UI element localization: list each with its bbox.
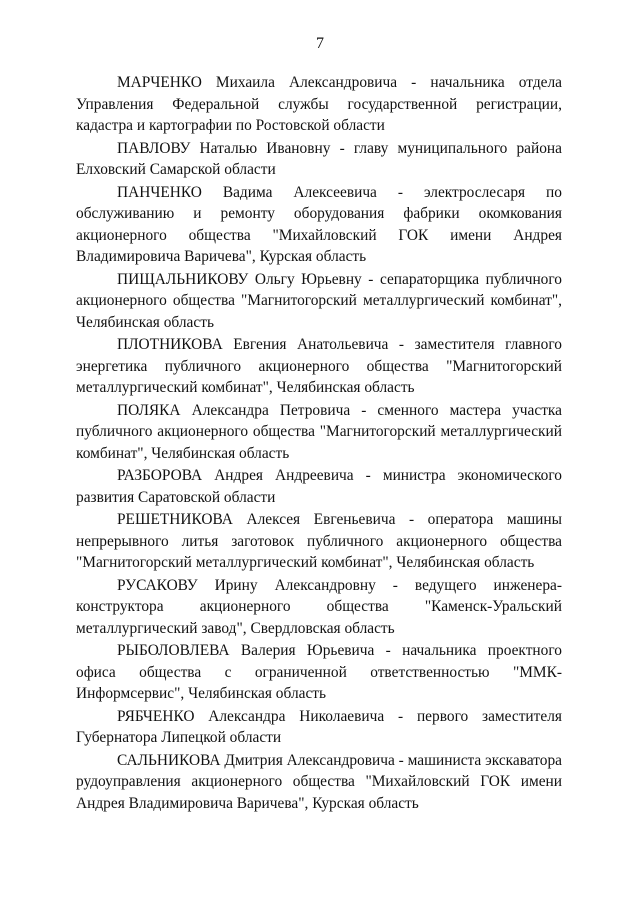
- list-item: РЕШЕТНИКОВА Алексея Евгеньевича - оператора машины непрерывного литья заготовок публичного акционерного общества "Магнитогорский металлургический комбинат", Челябинская область: [76, 511, 562, 571]
- list-item: РЫБОЛОВЛЕВА Валерия Юрьевича - начальника проектного офиса общества с ограниченной ответственностью "ММК-Информсервис", Челябинская область: [76, 642, 562, 702]
- list-item: РЯБЧЕНКО Александра Николаевича - первого заместителя Губернатора Липецкой области: [76, 707, 562, 746]
- list-item: РАЗБОРОВА Андрея Андреевича - министра экономического развития Саратовской области: [76, 467, 562, 506]
- list-item: ПИЩАЛЬНИКОВУ Ольгу Юрьевну - сепараторщика публичного акционерного общества "Магнитогорский металлургический комбинат", Челябинская область: [76, 270, 562, 331]
- list-item: ПАВЛОВУ Наталью Ивановну - главу муниципального района Елховский Самарской области: [76, 139, 562, 178]
- award-list: [76, 72, 562, 814]
- page-number: 7: [316, 35, 324, 52]
- list-item: ПАНЧЕНКО Вадима Алексеевича - электрослесаря по обслуживанию и ремонту оборудования фабрики окомкования акционерного общества "Михайловский ГОК имени Андрея Владимировича Варичева", Курская область: [76, 183, 562, 265]
- list-item: МАРЧЕНКО Михаила Александровича - начальника отдела Управления Федеральной службы государственной регистрации, кадастра и картографии по Ростовской области: [76, 74, 562, 134]
- list-item: ПЛОТНИКОВА Евгения Анатольевича - заместителя главного энергетика публичного акционерного общества "Магнитогорский металлургический комбинат", Челябинская область: [76, 336, 562, 396]
- list-item: САЛЬНИКОВА Дмитрия Александровича - машиниста экскаватора рудоуправления акционерного общества "Михайловский ГОК имени Андрея Владимировича Варичева", Курская область: [76, 751, 562, 812]
- list-item: РУСАКОВУ Ирину Александровну - ведущего инженера-конструктора акционерного общества "Каменск-Уральский металлургический завод", Свердловская область: [76, 576, 562, 637]
- list-item: ПОЛЯКА Александра Петровича - сменного мастера участка публичного акционерного общества "Магнитогорский металлургический комбинат", Челябинская область: [76, 401, 562, 462]
